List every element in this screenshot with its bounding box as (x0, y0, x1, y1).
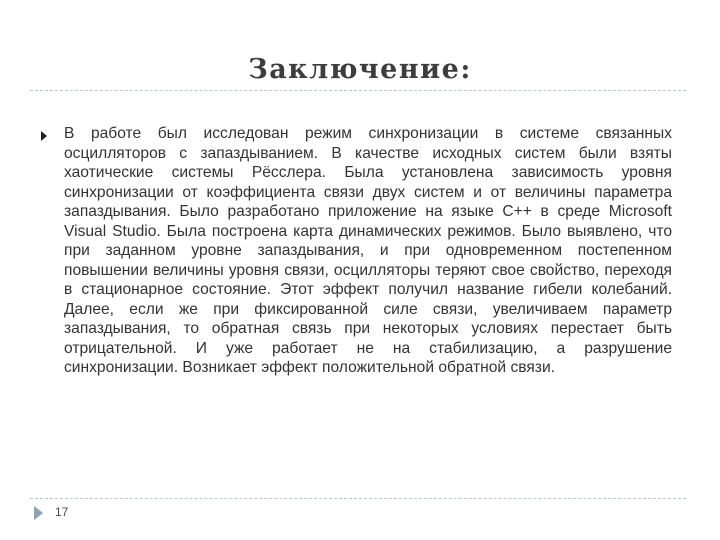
page-number: 17 (55, 505, 69, 519)
title-divider (30, 90, 686, 91)
slide-title: Заключение: (248, 54, 472, 85)
footer-arrow-icon (34, 506, 43, 520)
conclusion-paragraph: В работе был исследован режим синхронизации в системе связанных осцилляторов с запаздыванием. В качестве исходных систем были взяты хаотические системы Рёсслера. Была установлена зависимость уровня синхронизации от коэффициента связи двух систем и от величины параметра запаздывания. Было разработано приложение на языке C++ в среде Microsoft Visual Studio. Была построена карта динамических режимов. Было выявлено, что при заданном уровне запаздывания, и при одновременном постепенном повышении величины уровня связи, осцилляторы теряют свое свойство, переходя в стационарное состояние. Этот эффект получил название гибели колебаний. Далее, если же при фиксированной силе связи, увеличиваем параметр запаздывания, то обратная связь при некоторых условиях перестает быть отрицательной. И уже работает не на стабилизацию, а разрушение синхронизации. Возникает эффект положительной обратной связи. (64, 125, 672, 376)
bullet-arrow-icon (41, 131, 47, 141)
footer-divider (30, 498, 686, 499)
